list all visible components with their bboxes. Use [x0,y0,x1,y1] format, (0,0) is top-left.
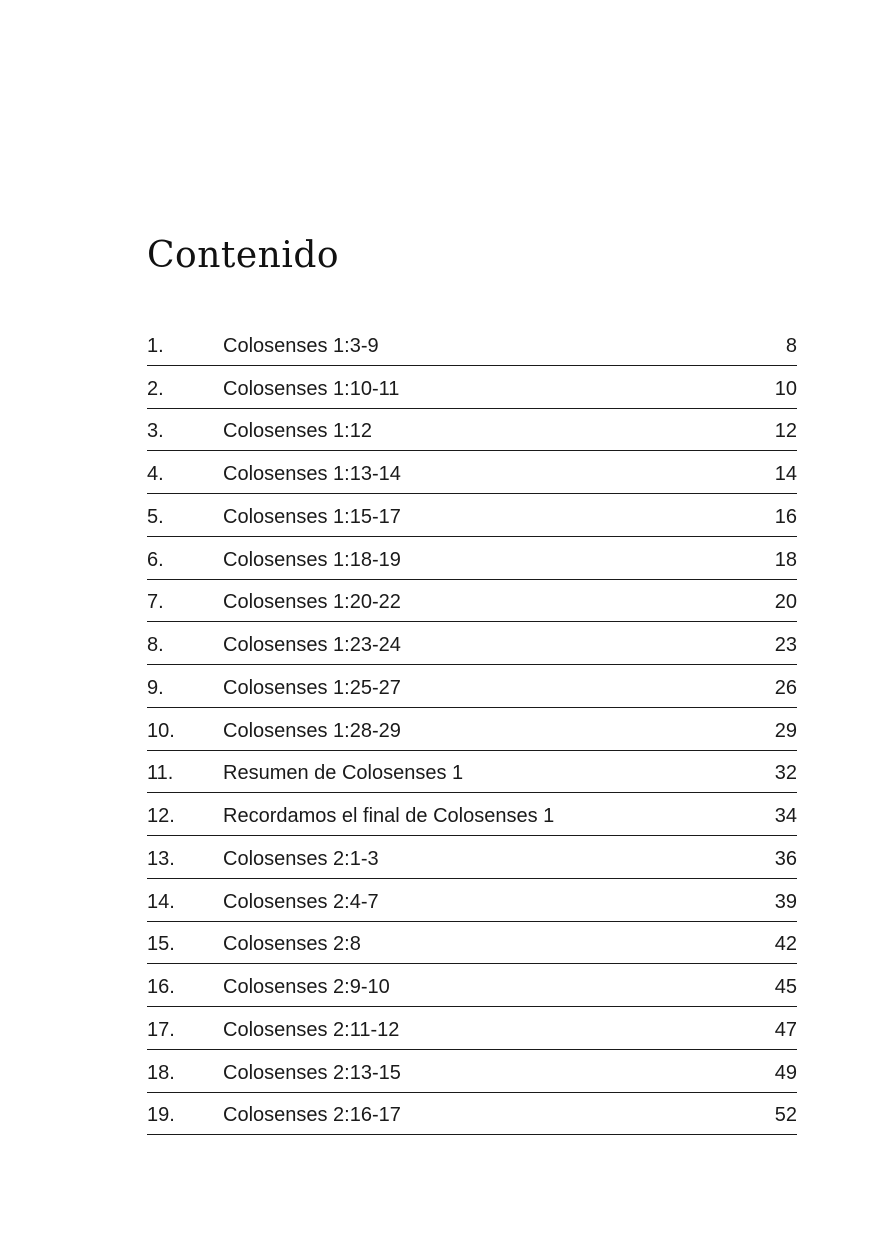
entry-title: Colosenses 2:16-17 [223,1104,401,1127]
entry-page-number: 42 [774,933,797,956]
entry-page-number: 52 [774,1104,797,1127]
entry-page-number: 47 [774,1018,797,1041]
entry-page-number: 26 [774,676,797,699]
entry-title: Colosenses 1:13-14 [223,463,401,485]
entry-page-number: 8 [785,334,797,357]
toc-entry[interactable] [147,1007,797,1050]
entry-number: 6. [147,548,164,571]
entry-page-number: 18 [774,548,797,571]
table-of-contents [147,323,797,1135]
toc-entry[interactable] [147,323,797,366]
toc-entry[interactable] [147,1050,797,1093]
entry-title: Recordamos el final de Colosenses 1 [223,805,555,827]
entry-title: Colosenses 1:3-9 [223,334,379,357]
entry-number: 12. [147,805,175,827]
entry-title: Colosenses 2:9-10 [223,976,390,998]
entry-number: 2. [147,377,164,400]
toc-entry[interactable] [147,751,797,794]
page-title: Contenido [147,235,340,276]
entry-title: Colosenses 1:18-19 [223,548,401,571]
entry-page-number: 23 [774,634,797,656]
toc-entry[interactable] [147,537,797,580]
toc-entry[interactable] [147,879,797,922]
entry-number: 14. [147,890,175,913]
entry-number: 3. [147,420,164,443]
entry-page-number: 36 [774,847,797,870]
entry-page-number: 49 [774,1061,797,1084]
toc-entry[interactable] [147,366,797,409]
entry-title: Colosenses 1:15-17 [223,505,401,528]
entry-number: 9. [147,676,164,699]
entry-title: Colosenses 1:28-29 [223,719,401,742]
entry-number: 4. [147,463,164,485]
entry-number: 13. [147,847,175,870]
entry-page-number: 12 [774,420,797,443]
entry-title: Colosenses 2:8 [223,933,361,956]
entry-number: 8. [147,634,164,656]
toc-entry[interactable] [147,622,797,665]
entry-title: Colosenses 2:13-15 [223,1061,401,1084]
entry-number: 10. [147,719,175,742]
entry-number: 1. [147,334,164,357]
entry-page-number: 45 [774,976,797,998]
toc-entry[interactable] [147,665,797,708]
entry-number: 17. [147,1018,175,1041]
entry-page-number: 34 [774,805,797,827]
entry-number: 18. [147,1061,175,1084]
entry-title: Colosenses 1:12 [223,420,372,443]
toc-entry[interactable] [147,494,797,537]
entry-title: Colosenses 1:23-24 [223,634,401,656]
entry-page-number: 29 [774,719,797,742]
entry-page-number: 20 [774,591,797,614]
toc-entry[interactable] [147,922,797,965]
toc-entry[interactable] [147,1093,797,1136]
toc-entry[interactable] [147,964,797,1007]
entry-title: Colosenses 1:20-22 [223,591,401,614]
entry-page-number: 16 [774,505,797,528]
entry-number: 15. [147,933,175,956]
entry-title: Colosenses 1:25-27 [223,676,401,699]
entry-title: Resumen de Colosenses 1 [223,762,464,785]
entry-number: 16. [147,976,175,998]
entry-title: Colosenses 2:11-12 [223,1018,400,1041]
toc-entry[interactable] [147,793,797,836]
toc-entry[interactable] [147,708,797,751]
toc-entry[interactable] [147,580,797,623]
entry-page-number: 14 [774,463,797,485]
entry-title: Colosenses 2:4-7 [223,890,379,913]
entry-number: 7. [147,591,164,614]
entry-number: 5. [147,505,164,528]
entry-page-number: 32 [774,762,797,785]
toc-entry[interactable] [147,409,797,452]
entry-title: Colosenses 2:1-3 [223,847,379,870]
toc-entry[interactable] [147,451,797,494]
toc-entry[interactable] [147,836,797,879]
entry-number: 19. [147,1104,175,1127]
entry-page-number: 39 [774,890,797,913]
entry-title: Colosenses 1:10-11 [223,377,400,400]
entry-page-number: 10 [774,377,797,400]
entry-number: 11. [147,762,174,785]
